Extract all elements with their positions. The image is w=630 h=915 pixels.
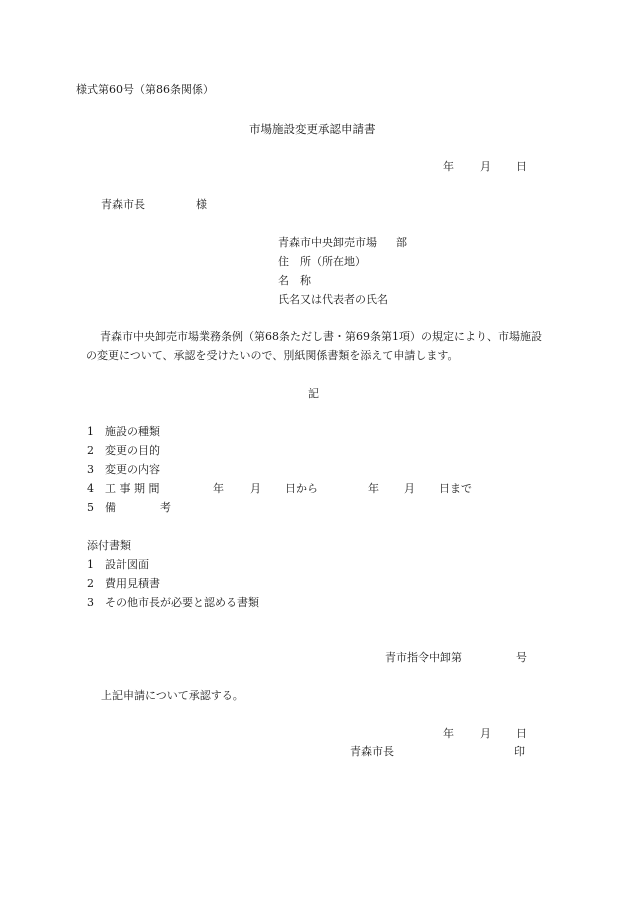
item-label: 変更の目的 <box>105 444 160 457</box>
form-number: 様式第60号（第86条関係） <box>76 83 214 96</box>
approval-number-suffix: 号 <box>516 651 527 664</box>
approval-date-year: 年 <box>443 727 454 740</box>
period-year-to: 年 <box>368 482 379 495</box>
date-day: 日 <box>516 160 527 173</box>
approval-signer: 青森市長 <box>350 745 394 758</box>
period-day-from: 日から <box>285 482 318 495</box>
attachment-label: 設計図面 <box>105 558 149 571</box>
period-year-from: 年 <box>213 482 224 495</box>
body-paragraph <box>86 327 546 365</box>
addressee-name: 青森市長 <box>101 198 145 211</box>
period-month-from: 月 <box>250 482 261 495</box>
item-label: 備 考 <box>105 501 171 514</box>
item-label: 工 事 期 間 <box>105 482 160 495</box>
approval-date-day: 日 <box>516 727 527 740</box>
approval-number-prefix: 青市指令中卸第 <box>385 651 462 664</box>
attachment-number: 3 <box>87 596 94 609</box>
seal-mark: 印 <box>514 745 525 758</box>
item-number: 1 <box>87 425 94 438</box>
approval-date-month: 月 <box>480 727 491 740</box>
attachment-label: 費用見積書 <box>105 577 160 590</box>
item-number: 2 <box>87 444 94 457</box>
attachment-number: 1 <box>87 558 94 571</box>
period-month-to: 月 <box>404 482 415 495</box>
period-day-to: 日まで <box>439 482 472 495</box>
attachment-number: 2 <box>87 577 94 590</box>
body-text: 青森市中央卸売市場業務条例（第68条ただし書・第69条第1項）の規定により、市場施設の変更について、承認を受けたいので、別紙関係書類を添えて申請します。 <box>86 330 542 362</box>
applicant-department: 部 <box>396 236 407 249</box>
attachment-label: その他市長が必要と認める書類 <box>105 596 259 609</box>
item-number: 3 <box>87 463 94 476</box>
addressee-honorific: 様 <box>196 198 207 211</box>
item-label: 施設の種類 <box>105 425 160 438</box>
approval-text: 上記申請について承認する。 <box>101 689 244 702</box>
document-title: 市場施設変更承認申請書 <box>249 122 376 136</box>
item-number: 4 <box>87 482 94 495</box>
date-year: 年 <box>443 160 454 173</box>
attachments-heading: 添付書類 <box>87 539 131 552</box>
ki-heading: 記 <box>308 387 319 400</box>
item-number: 5 <box>87 501 94 514</box>
item-label: 変更の内容 <box>105 463 160 476</box>
date-month: 月 <box>480 160 491 173</box>
applicant-address-label: 住 所（所在地） <box>278 255 366 268</box>
applicant-market: 青森市中央卸売市場 <box>278 236 377 249</box>
applicant-rep-label: 氏名又は代表者の氏名 <box>278 293 388 306</box>
applicant-name-label: 名 称 <box>278 274 311 287</box>
